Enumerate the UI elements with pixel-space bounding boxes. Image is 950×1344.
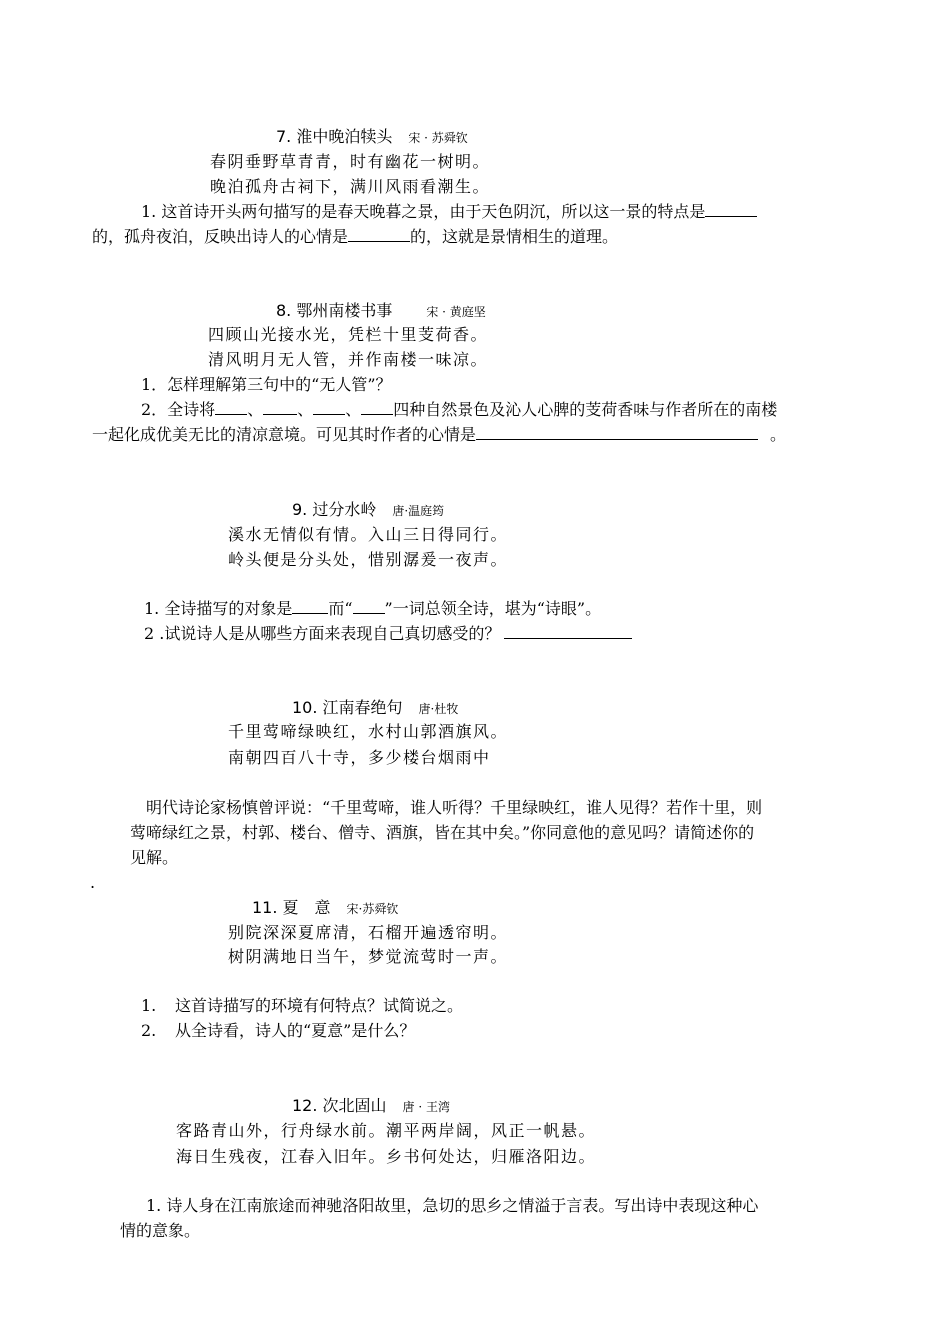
commentary-line: 莺啼绿红之景，村郭、楼台、僧寺、酒旗，皆在其中矣。”你同意他的意见吗？请简述你的: [130, 823, 755, 842]
answer-blank: [292, 598, 328, 614]
poem-line: 树阴满地日当午，梦觉流莺时一声。: [228, 947, 509, 966]
question-text: 。: [770, 425, 787, 444]
poem-line: 南朝四百八十寺，多少楼台烟雨中: [228, 748, 491, 767]
question-text: 而“: [328, 599, 353, 618]
question-text: 1. 全诗描写的对象是: [144, 599, 293, 618]
poem-line: 别院深深夏席清，石榴开遍透帘明。: [228, 923, 509, 942]
question-line: [141, 399, 777, 421]
question-line: [141, 1020, 415, 1042]
question-text: 这首诗描写的环境有何特点？试简说之。: [175, 996, 464, 1015]
answer-blank: [348, 226, 410, 242]
poem-heading-12: [292, 1095, 450, 1118]
poem-title: 9. 过分水岭: [292, 500, 377, 519]
answer-blank: [263, 399, 297, 415]
answer-blank: [504, 623, 632, 639]
poem-line: 四顾山光接水光，凭栏十里芰荷香。: [208, 325, 489, 344]
question-text: 一起化成优美无比的清凉意境。可见其时作者的心情是: [92, 425, 477, 444]
answer-blank: [705, 201, 757, 217]
poem-line: 晚泊孤舟古祠下，满川风雨看潮生。: [210, 177, 491, 196]
answer-blank: [313, 399, 345, 415]
poem-line: 春阴垂野草青青，时有幽花一树明。: [210, 152, 491, 171]
question-line: [144, 623, 632, 645]
poem-title: 11. 夏 意: [252, 898, 331, 917]
poem-author: 唐 · 王湾: [402, 1100, 450, 1114]
question-text: 的，这就是景情相生的道理。: [410, 227, 619, 246]
poem-line: 海日生残夜，江春入旧年。乡书何处达，归雁洛阳边。: [176, 1147, 597, 1166]
answer-blank: [476, 424, 758, 440]
poem-author: 宋·苏舜钦: [346, 902, 399, 916]
question-line: [141, 201, 757, 223]
poem-line: 清风明月无人管，并作南楼一味凉。: [208, 350, 489, 369]
poem-title: 12. 次北固山: [292, 1096, 387, 1115]
question-text: ”一词总领全诗，堪为“诗眼”。: [384, 599, 602, 618]
poem-heading-10: [292, 697, 458, 720]
stray-dot: .: [90, 873, 96, 892]
answer-blank: [353, 598, 385, 614]
poem-heading-7: [276, 126, 468, 149]
poem-heading-11: [252, 897, 398, 920]
question-text: 从全诗看，诗人的“夏意”是什么？: [175, 1021, 416, 1040]
question-line: [141, 995, 463, 1017]
question-line: [92, 226, 618, 248]
separator: 、: [297, 400, 314, 419]
poem-title: 10. 江南春绝句: [292, 698, 403, 717]
question-text: 2 .试说诗人是从哪些方面来表现自己真切感受的？: [144, 624, 501, 643]
question-line: 情的意象。: [120, 1221, 201, 1240]
poem-author: 宋 · 黄庭坚: [426, 305, 486, 319]
poem-heading-8: [276, 300, 486, 323]
question-line: [92, 424, 786, 446]
poem-title: 8. 鄂州南楼书事: [276, 301, 393, 320]
poem-author: 宋 · 苏舜钦: [408, 131, 468, 145]
answer-blank: [215, 399, 247, 415]
answer-blank: [361, 399, 393, 415]
question-line: [144, 598, 601, 620]
question-number: 2.: [141, 1021, 157, 1040]
separator: 、: [247, 400, 264, 419]
separator: 、: [345, 400, 362, 419]
poem-author: 唐·杜牧: [418, 702, 459, 716]
question-number: 1.: [141, 996, 157, 1015]
poem-line: 岭头便是分头处，惜别潺爰一夜声。: [228, 550, 509, 569]
question-text: 四种自然景色及沁人心脾的芰荷香味与作者所在的南楼: [393, 400, 778, 419]
question-text: 1. 这首诗开头两句描写的是春天晚暮之景，由于天色阴沉，所以这一景的特点是: [141, 202, 706, 221]
question-line: 1. 诗人身在江南旅途而神驰洛阳故里，急切的思乡之情溢于言表。写出诗中表现这种心: [146, 1196, 759, 1215]
commentary-line: 明代诗论家杨慎曾评说：“千里莺啼，谁人听得？千里绿映红，谁人见得？若作十里，则: [146, 798, 763, 817]
poem-line: 千里莺啼绿映红，水村山郭酒旗风。: [228, 722, 509, 741]
question-text: 的，孤舟夜泊，反映出诗人的心情是: [92, 227, 349, 246]
commentary-line: 见解。: [130, 848, 179, 867]
poem-line: 客路青山外，行舟绿水前。潮平两岸阔，风正一帆悬。: [176, 1121, 597, 1140]
poem-author: 唐·温庭筠: [392, 504, 445, 518]
question-text: 2．全诗将: [141, 400, 216, 419]
poem-line: 溪水无情似有情。入山三日得同行。: [228, 525, 509, 544]
poem-title: 7. 淮中晚泊犊头: [276, 127, 393, 146]
poem-heading-9: [292, 499, 444, 522]
question-line: 1．怎样理解第三句中的“无人管”？: [141, 375, 392, 394]
